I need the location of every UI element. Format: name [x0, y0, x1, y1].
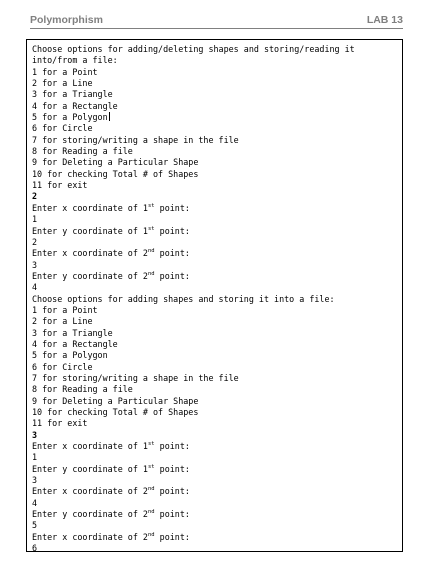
- console-line: [32, 396, 402, 407]
- console-line-text: 11 for exit: [32, 418, 88, 429]
- console-line: [32, 180, 402, 191]
- ordinal-suffix: nd: [147, 486, 155, 493]
- ordinal-suffix: nd: [147, 248, 155, 255]
- console-line-text: 5: [32, 520, 38, 531]
- console-line-text: 7 for storing/writing a shape in the file: [32, 134, 239, 145]
- console-line: [32, 67, 402, 78]
- page-header: [30, 14, 403, 29]
- console-line-text: 1: [32, 452, 38, 463]
- console-line: [32, 282, 402, 293]
- console-line-text: 5 for a Polygon: [32, 350, 108, 361]
- ordinal-suffix: nd: [147, 509, 155, 516]
- console-line: [32, 509, 402, 520]
- console-line: [32, 407, 402, 418]
- console-line: [32, 226, 402, 237]
- lab-number: LAB 13: [366, 14, 403, 26]
- console-line-suffix: point:: [154, 225, 190, 236]
- console-line: [32, 146, 402, 157]
- console-line-text: 3: [32, 429, 38, 440]
- console-line: [32, 271, 402, 282]
- console-line: [32, 305, 402, 316]
- console-line-text: 10 for checking Total # of Shapes: [32, 407, 199, 417]
- console-line-text: 6 for Circle: [32, 361, 93, 372]
- console-line-suffix: point:: [154, 531, 190, 542]
- console-line: [32, 294, 402, 305]
- console-line-text: 4: [32, 282, 38, 293]
- console-line: [32, 203, 402, 214]
- console-line: [32, 486, 402, 497]
- console-line: [32, 78, 402, 89]
- console-line: [32, 350, 402, 361]
- console-line-suffix: point:: [154, 509, 190, 520]
- console-line-text: Choose options for adding shapes and storing it into a file:: [32, 293, 335, 304]
- console-line-suffix: point:: [154, 248, 190, 259]
- console-line: [32, 157, 402, 168]
- console-line: [32, 328, 402, 339]
- console-line: [32, 237, 402, 248]
- console-line-suffix: point:: [154, 441, 190, 452]
- console-line-text: 2: [32, 191, 38, 202]
- console-line-text: 3 for a Triangle: [32, 89, 113, 100]
- console-line-text: 5 for a Polygon: [32, 112, 108, 123]
- console-line: [32, 260, 402, 271]
- console-input-line: [32, 430, 402, 441]
- console-line-text: 3: [32, 475, 38, 486]
- console-line-text: Choose options for adding/deleting shapes and storing/reading it: [32, 44, 355, 54]
- console-line-text: 8 for Reading a file: [32, 384, 133, 395]
- console-line: [32, 543, 402, 552]
- console-line-text: 7 for storing/writing a shape in the file: [32, 372, 239, 383]
- console-line: [32, 169, 402, 180]
- console-line: [32, 123, 402, 134]
- console-line: [32, 362, 402, 373]
- console-line-text: 4: [32, 497, 38, 508]
- console-line: [32, 452, 402, 463]
- console-line: [32, 101, 402, 112]
- ordinal-suffix: st: [147, 441, 155, 448]
- console-line: [32, 55, 402, 66]
- console-line: [32, 316, 402, 327]
- console-line-text: Enter x coordinate of 2: [32, 248, 148, 259]
- console-line-text: Enter x coordinate of 1: [32, 202, 148, 213]
- console-line-suffix: point:: [154, 202, 190, 213]
- console-line: [32, 475, 402, 486]
- console-input-line: [32, 191, 402, 202]
- console-line-suffix: point:: [154, 486, 190, 497]
- console-line-text: 11 for exit: [32, 180, 88, 191]
- console-line-text: Enter y coordinate of 1: [32, 225, 148, 236]
- console-line-text: 2 for a Line: [32, 316, 93, 327]
- console-line: [32, 248, 402, 259]
- console-line: [32, 441, 402, 452]
- console-line: [32, 384, 402, 395]
- console-line: [32, 532, 402, 543]
- console-line-text: 1 for a Point: [32, 66, 98, 77]
- console-line-text: Enter y coordinate of 1: [32, 463, 148, 474]
- console-line-text: 9 for Deleting a Particular Shape: [32, 157, 199, 168]
- console-line: [32, 498, 402, 509]
- console-line-text: Enter x coordinate of 1: [32, 441, 148, 452]
- console-line-text: into/from a file:: [32, 55, 118, 66]
- console-line: [32, 214, 402, 225]
- ordinal-suffix: nd: [147, 531, 155, 538]
- ordinal-suffix: st: [147, 463, 155, 470]
- console-line-text: 6 for Circle: [32, 123, 93, 134]
- console-line-text: 9 for Deleting a Particular Shape: [32, 395, 199, 406]
- console-line-text: 6: [32, 543, 38, 552]
- console-line-text: Enter y coordinate of 2: [32, 270, 148, 281]
- console-line-text: 1 for a Point: [32, 304, 98, 315]
- console-line-suffix: point:: [154, 463, 190, 474]
- console-line-suffix: point:: [154, 270, 190, 281]
- console-output-box: [26, 39, 403, 552]
- ordinal-suffix: nd: [147, 271, 155, 278]
- console-line-text: 4 for a Rectangle: [32, 338, 118, 349]
- console-line-text: 8 for Reading a file: [32, 146, 133, 157]
- console-line: [32, 89, 402, 100]
- console-line-text: 2: [32, 236, 38, 247]
- console-line-text: 3 for a Triangle: [32, 327, 113, 338]
- console-line: [32, 135, 402, 146]
- ordinal-suffix: st: [147, 203, 155, 210]
- console-line: [32, 418, 402, 429]
- console-line: [32, 112, 402, 123]
- console-line: [32, 44, 402, 55]
- console-line: [32, 464, 402, 475]
- console-line: [32, 520, 402, 531]
- console-line-text: Enter x coordinate of 2: [32, 486, 148, 497]
- console-line: [32, 339, 402, 350]
- document-title: Polymorphism: [30, 14, 103, 26]
- console-line-text: Enter x coordinate of 2: [32, 531, 148, 542]
- console-line-text: 3: [32, 259, 38, 270]
- console-line-text: 1: [32, 214, 38, 225]
- ordinal-suffix: st: [147, 225, 155, 232]
- console-line-text: 4 for a Rectangle: [32, 100, 118, 111]
- console-line-text: 10 for checking Total # of Shapes: [32, 168, 199, 179]
- console-line-text: 2 for a Line: [32, 78, 93, 89]
- console-line: [32, 373, 402, 384]
- text-cursor-icon: [109, 112, 110, 121]
- console-line-text: Enter y coordinate of 2: [32, 509, 148, 520]
